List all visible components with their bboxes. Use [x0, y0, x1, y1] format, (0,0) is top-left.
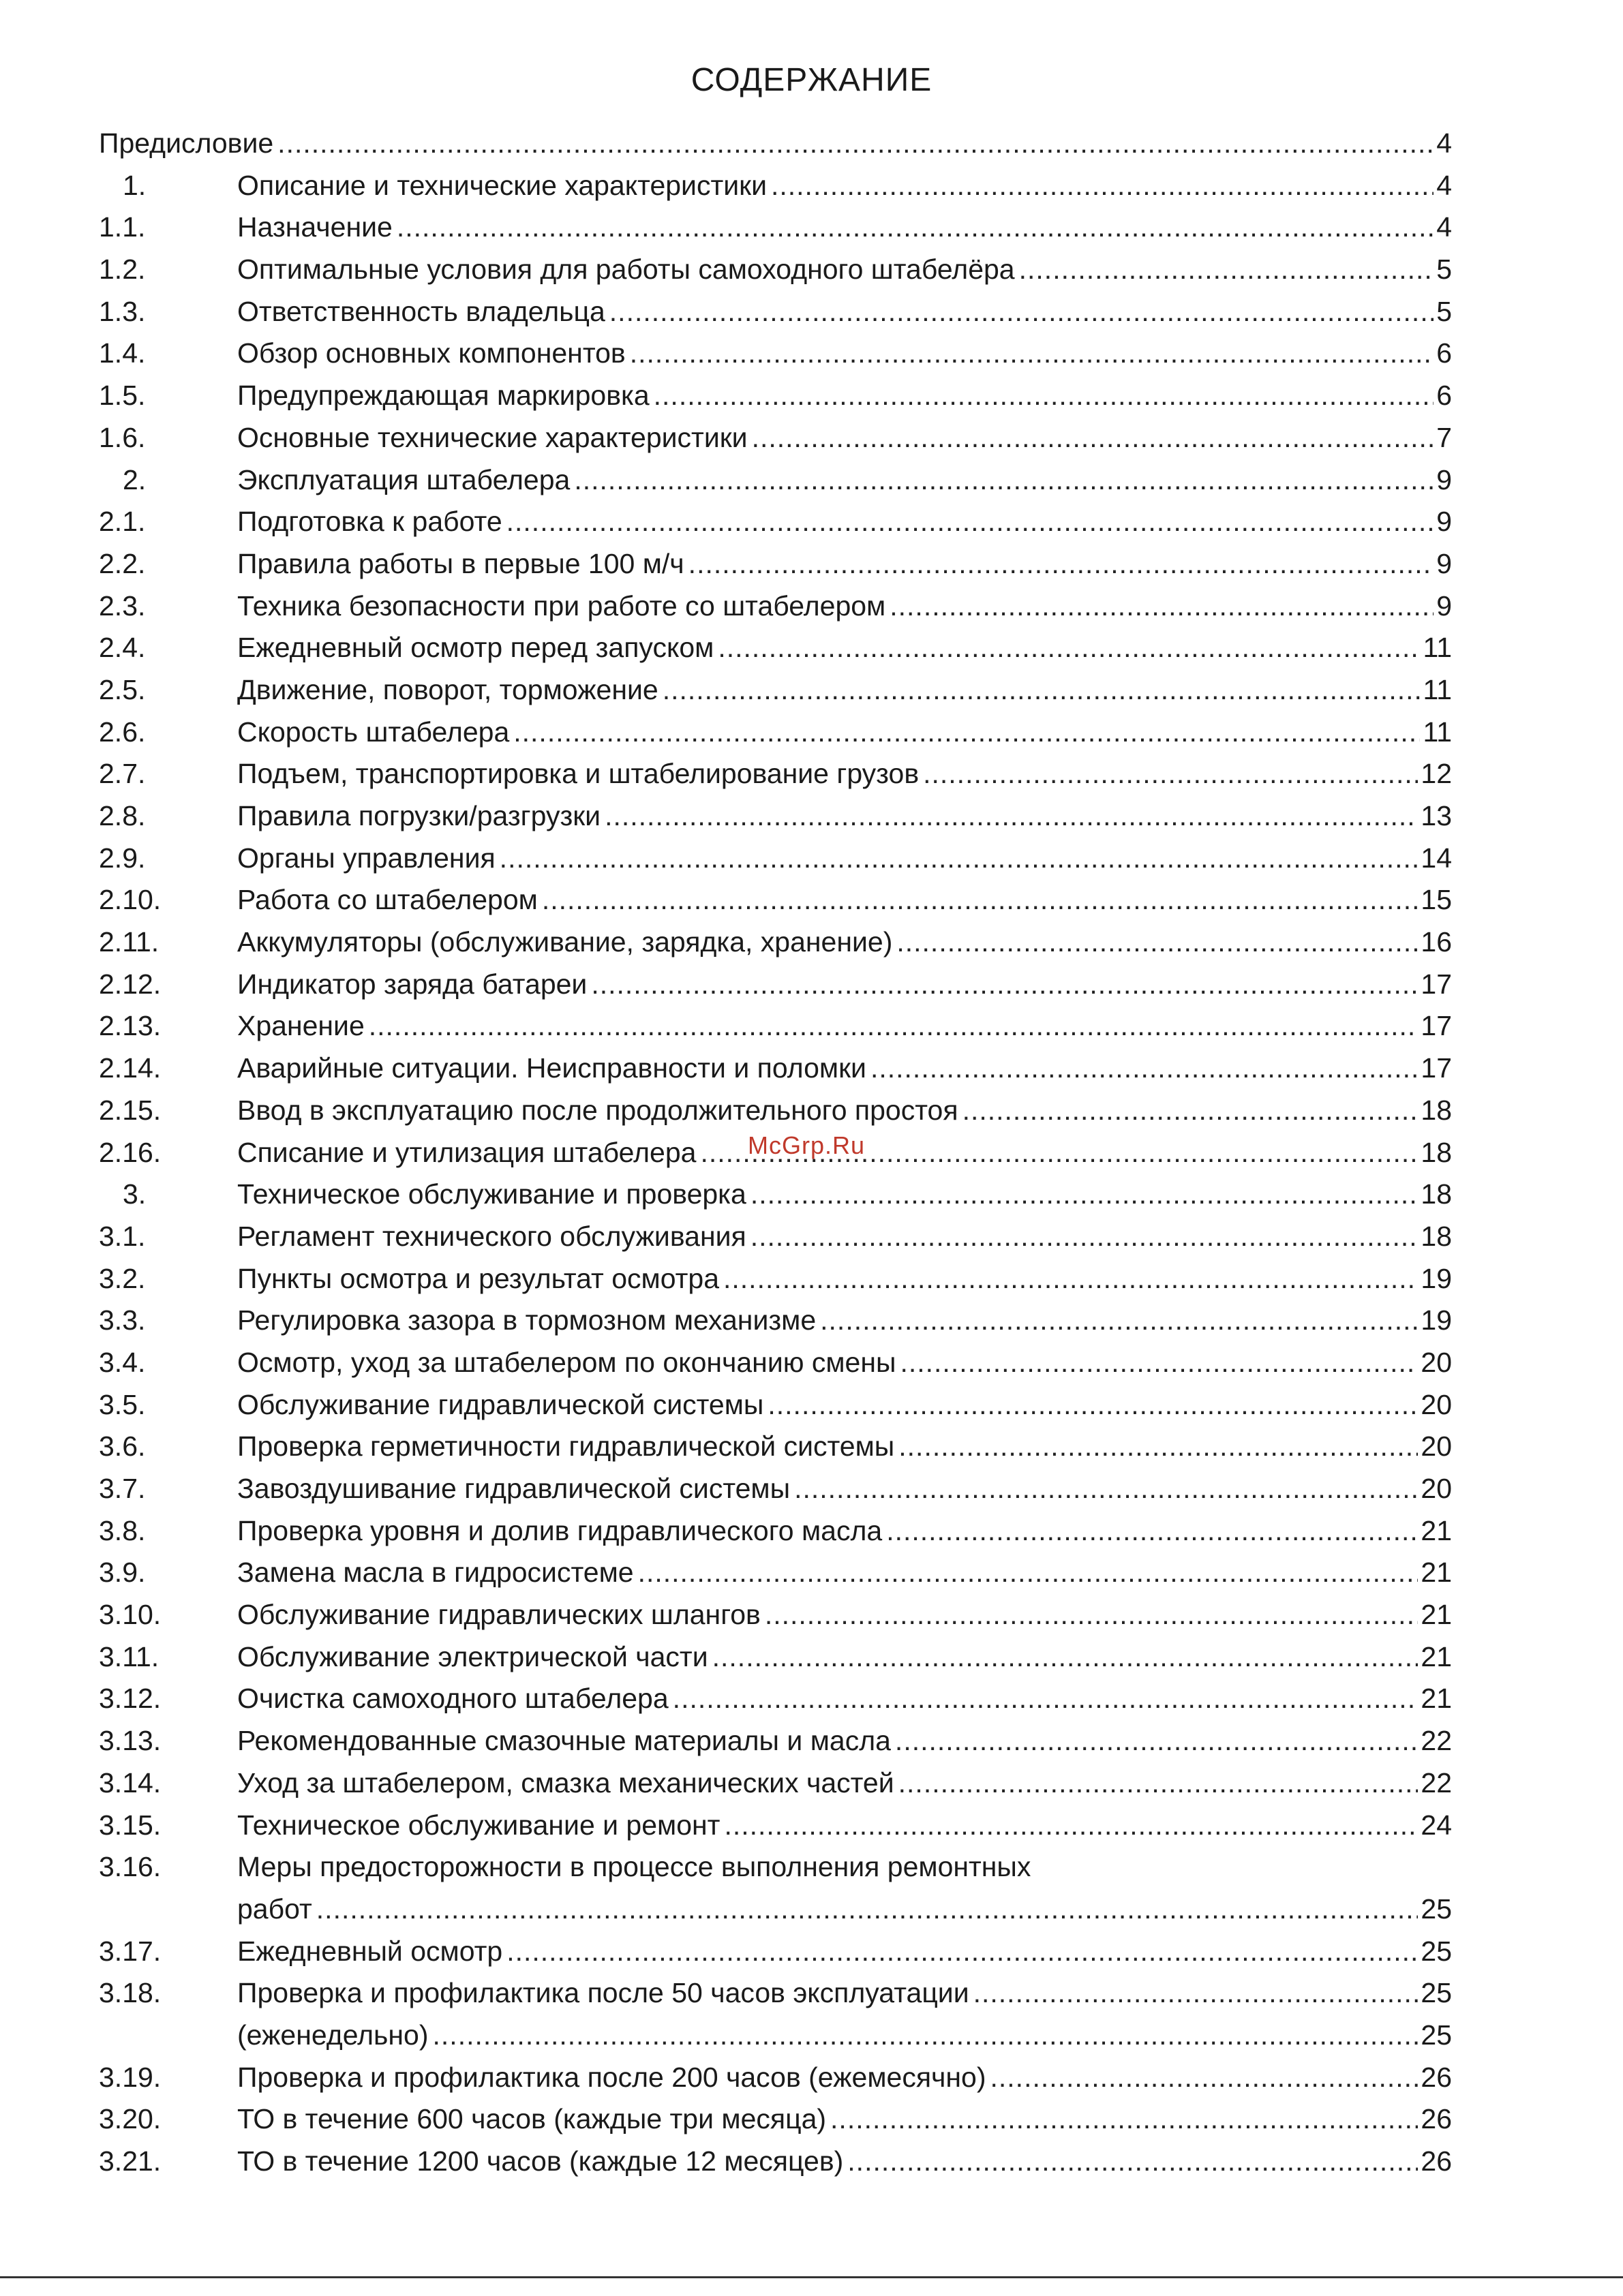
toc-entry-page: 20 — [1421, 1346, 1452, 1378]
toc-dot-leader — [506, 1931, 1418, 1973]
toc-entry[interactable] — [99, 417, 1452, 459]
toc-entry-page: 19 — [1421, 1304, 1452, 1336]
toc-entry-title: Техника безопасности при работе со штабелером — [237, 590, 886, 622]
toc-dot-leader — [900, 1342, 1418, 1384]
toc-entry[interactable] — [99, 1426, 1452, 1468]
toc-entry-page: 26 — [1421, 2103, 1452, 2135]
toc-entry[interactable] — [99, 585, 1452, 628]
toc-dot-leader — [513, 711, 1420, 754]
toc-dot-leader — [718, 627, 1420, 669]
toc-entry-page: 14 — [1421, 842, 1452, 874]
toc-entry[interactable] — [99, 1594, 1452, 1636]
toc-dot-leader — [433, 2015, 1419, 2057]
toc-entry-number: 2.4. — [99, 632, 146, 664]
toc-entry-page: 20 — [1421, 1473, 1452, 1504]
toc-entry-title: Подъем, транспортировка и штабелирование грузов — [237, 758, 920, 790]
toc-entry-title: Очистка самоходного штабелера — [237, 1683, 669, 1715]
toc-entry-page: 4 — [1436, 127, 1452, 159]
toc-entry-title: Аварийные ситуации. Неисправности и поломки — [237, 1052, 866, 1084]
toc-entry-page: 5 — [1436, 295, 1452, 327]
toc-entry[interactable] — [99, 2015, 1452, 2057]
toc-entry-number: 3.16. — [99, 1851, 162, 1883]
toc-entry[interactable] — [99, 249, 1452, 291]
toc-entry-number: 3.8. — [99, 1514, 146, 1546]
toc-entry-title: Техническое обслуживание и проверка — [237, 1178, 746, 1210]
toc-dot-leader — [723, 1258, 1418, 1300]
toc-entry[interactable] — [99, 1174, 1452, 1216]
toc-entry-page: 26 — [1421, 2061, 1452, 2093]
page-title: СОДЕРЖАНИЕ — [691, 62, 932, 98]
toc-entry-title: Аккумуляторы (обслуживание, зарядка, хранение) — [237, 926, 893, 958]
toc-entry-page: 9 — [1436, 463, 1452, 495]
toc-entry-number: 2.7. — [99, 758, 146, 790]
toc-entry-number: 2.2. — [99, 547, 146, 579]
toc-entry-title: Техническое обслуживание и ремонт — [237, 1809, 721, 1841]
toc-entry-number: 2.15. — [99, 1094, 162, 1126]
toc-entry-page: 9 — [1436, 506, 1452, 538]
toc-entry-title: Предисловие — [99, 127, 274, 159]
toc-entry[interactable] — [99, 291, 1452, 333]
toc-entry-page: 21 — [1421, 1514, 1452, 1546]
toc-entry-title: (еженедельно) — [237, 2019, 429, 2051]
toc-entry-number: 2.10. — [99, 884, 162, 916]
toc-entry-page: 11 — [1423, 632, 1452, 664]
toc-entry[interactable] — [99, 1342, 1452, 1384]
toc-entry-number: 3.12. — [99, 1683, 162, 1715]
toc-entry-number: 3.17. — [99, 1935, 162, 1967]
toc-entry[interactable] — [99, 375, 1452, 417]
toc-entry-page: 4 — [1436, 169, 1452, 201]
toc-dot-leader — [506, 501, 1434, 543]
toc-entry-title: Обслуживание электрической части — [237, 1640, 708, 1672]
toc-entry[interactable] — [99, 501, 1452, 543]
toc-entry-title: ТО в течение 600 часов (каждые три месяца) — [237, 2103, 827, 2135]
toc-dot-leader — [397, 206, 1434, 249]
toc-entry[interactable] — [99, 1090, 1452, 1132]
toc-entry-page: 12 — [1421, 758, 1452, 790]
toc-entry[interactable] — [99, 1468, 1452, 1510]
toc-dot-leader — [750, 1174, 1419, 1216]
toc-entry-number: 2.14. — [99, 1052, 162, 1084]
toc-entry-title: Работа со штабелером — [237, 884, 538, 916]
toc-entry-page: 5 — [1436, 254, 1452, 286]
toc-entry-page: 18 — [1421, 1094, 1452, 1126]
toc-entry[interactable] — [99, 333, 1452, 375]
toc-entry-number: 1.5. — [99, 380, 146, 412]
toc-entry[interactable] — [99, 1846, 1452, 1888]
toc-entry-page: 18 — [1421, 1178, 1452, 1210]
toc-entry-page: 20 — [1421, 1388, 1452, 1420]
toc-entry-page: 26 — [1421, 2145, 1452, 2177]
toc-entry-title: Проверка и профилактика после 200 часов (ежемесячно) — [237, 2061, 986, 2093]
toc-entry-page: 22 — [1421, 1766, 1452, 1798]
toc-entry-number: 2.13. — [99, 1010, 162, 1042]
toc-entry-title: Эксплуатация штабелера — [237, 463, 571, 495]
toc-entry-title: работ — [237, 1893, 312, 1925]
toc-dot-leader — [820, 1300, 1418, 1342]
toc-entry-title: Рекомендованные смазочные материалы и масла — [237, 1725, 891, 1757]
toc-dot-leader — [673, 1678, 1419, 1720]
toc-dot-leader — [500, 838, 1419, 880]
toc-dot-leader — [542, 879, 1419, 921]
toc-entry-number: 3.2. — [99, 1262, 146, 1294]
toc-entry-title: Пункты осмотра и результат осмотра — [237, 1262, 719, 1294]
toc-entry-number: 2.12. — [99, 968, 162, 1000]
bottom-divider — [0, 2276, 1623, 2278]
toc-entry-title: Проверка и профилактика после 50 часов эксплуатации — [237, 1977, 969, 2009]
toc-entry-page: 21 — [1421, 1599, 1452, 1631]
toc-entry-title: Хранение — [237, 1010, 365, 1042]
toc-entry-page: 16 — [1421, 926, 1452, 958]
toc-entry-page: 20 — [1421, 1430, 1452, 1463]
toc-dot-leader — [316, 1888, 1419, 1931]
toc-entry[interactable] — [99, 1805, 1452, 1847]
toc-dot-leader — [847, 2141, 1418, 2183]
toc-entry[interactable] — [99, 1258, 1452, 1300]
toc-entry-number: 3.1. — [99, 1220, 146, 1252]
toc-entry-title: Скорость штабелера — [237, 716, 510, 748]
toc-entry-number: 3.13. — [99, 1725, 162, 1757]
toc-entry-page: 18 — [1421, 1220, 1452, 1252]
toc-dot-leader — [591, 964, 1418, 1006]
toc-entry-title: Проверка герметичности гидравлической системы — [237, 1430, 895, 1463]
toc-entry-page: 6 — [1436, 337, 1452, 369]
toc-entry-title: Замена масла в гидросистеме — [237, 1557, 634, 1589]
toc-entry-title: Меры предосторожности в процессе выполнения ремонтных — [237, 1851, 1031, 1883]
toc-dot-leader — [654, 375, 1434, 417]
toc-entry-number: 3.4. — [99, 1346, 146, 1378]
toc-dot-leader — [923, 753, 1418, 795]
toc-entry-page: 25 — [1421, 1893, 1452, 1925]
toc-entry-title: Оптимальные условия для работы самоходного штабелёра — [237, 254, 1015, 286]
toc-entry[interactable] — [99, 2141, 1452, 2183]
toc-entry[interactable] — [99, 1720, 1452, 1762]
toc-entry[interactable] — [99, 1005, 1452, 1047]
toc-entry-title: Регулировка зазора в тормозном механизме — [237, 1304, 817, 1336]
toc-entry-number: 3.21. — [99, 2145, 162, 2177]
toc-entry-title: Обзор основных компонентов — [237, 337, 626, 369]
toc-entry-page: 9 — [1436, 547, 1452, 579]
toc-dot-leader — [895, 1720, 1418, 1762]
toc-entry-number: 1.6. — [99, 421, 146, 453]
toc-entry[interactable] — [99, 1216, 1452, 1258]
toc-entry[interactable] — [99, 1972, 1452, 2015]
toc-entry-page: 13 — [1421, 800, 1452, 831]
toc-dot-leader — [990, 2057, 1419, 2099]
toc-entry-page: 19 — [1421, 1262, 1452, 1294]
toc-entry[interactable] — [99, 206, 1452, 249]
toc-entry-title: Проверка уровня и долив гидравлического масла — [237, 1514, 883, 1546]
toc-entry-page: 17 — [1421, 968, 1452, 1000]
watermark: McGrp.Ru — [748, 1131, 866, 1159]
toc-dot-leader — [794, 1468, 1418, 1510]
toc-entry-title: Движение, поворот, торможение — [237, 673, 658, 705]
toc-dot-leader — [638, 1552, 1419, 1594]
toc-dot-leader — [712, 1636, 1419, 1679]
toc-entry-title: Осмотр, уход за штабелером по окончанию смены — [237, 1346, 896, 1378]
toc-entry-page: 4 — [1436, 211, 1452, 243]
toc-entry-page: 21 — [1421, 1557, 1452, 1589]
toc-entry-number: 3.7. — [99, 1473, 146, 1504]
toc-entry[interactable] — [99, 1300, 1452, 1342]
toc-dot-leader — [663, 669, 1421, 711]
toc-entry-page: 11 — [1423, 716, 1452, 748]
toc-dot-leader — [609, 291, 1434, 333]
toc-entry-page: 18 — [1421, 1136, 1452, 1168]
toc-dot-leader — [886, 1510, 1418, 1552]
toc-entry-page: 17 — [1421, 1010, 1452, 1042]
toc-entry-number: 1.1. — [99, 211, 146, 243]
toc-entry[interactable] — [99, 1931, 1452, 1973]
toc-entry[interactable] — [99, 2057, 1452, 2099]
toc-entry-number: 3.19. — [99, 2061, 162, 2093]
toc-entry[interactable] — [99, 1384, 1452, 1426]
toc-dot-leader — [277, 123, 1434, 165]
toc-entry-number: 3.14. — [99, 1766, 162, 1798]
toc-entry[interactable] — [99, 964, 1452, 1006]
toc-entry-number: 3.15. — [99, 1809, 162, 1841]
toc-entry[interactable] — [99, 1047, 1452, 1090]
toc-entry-number: 1. — [123, 169, 147, 201]
toc-entry-page: 25 — [1421, 1935, 1452, 1967]
toc-entry-number: 2.6. — [99, 716, 146, 748]
toc-entry-title: Правила работы в первые 100 м/ч — [237, 547, 684, 579]
toc-entry[interactable] — [99, 543, 1452, 585]
toc-entry-title: Подготовка к работе — [237, 506, 502, 538]
toc-entry-title: Завоздушивание гидравлической системы — [237, 1473, 791, 1504]
toc-entry[interactable] — [99, 1510, 1452, 1552]
toc-dot-leader — [768, 1384, 1418, 1426]
toc-entry-number: 2.16. — [99, 1136, 162, 1168]
toc-entry[interactable] — [99, 2098, 1452, 2141]
toc-entry-page: 21 — [1421, 1683, 1452, 1715]
toc-entry-page: 17 — [1421, 1052, 1452, 1084]
toc-entry-page: 15 — [1421, 884, 1452, 916]
toc-entry-title: Регламент технического обслуживания — [237, 1220, 746, 1252]
toc-entry-title: Уход за штабелером, смазка механических частей — [237, 1766, 894, 1798]
toc-dot-leader — [771, 165, 1434, 207]
toc-entry[interactable] — [99, 1678, 1452, 1720]
toc-entry[interactable] — [99, 123, 1452, 165]
toc-dot-leader — [574, 459, 1434, 502]
toc-dot-leader — [750, 1216, 1419, 1258]
toc-entry-title: Обслуживание гидравлической системы — [237, 1388, 764, 1420]
toc-dot-leader — [896, 921, 1418, 964]
toc-entry-title: Органы управления — [237, 842, 496, 874]
toc-entry-number: 3.6. — [99, 1430, 146, 1463]
toc-entry-number: 1.4. — [99, 337, 146, 369]
toc-entry-number: 2.11. — [99, 926, 160, 958]
toc-entry-title: Ежедневный осмотр — [237, 1935, 503, 1967]
toc-entry-page: 6 — [1436, 380, 1452, 412]
toc-entry-page: 7 — [1436, 421, 1452, 453]
toc-entry[interactable] — [99, 753, 1452, 795]
toc-entry[interactable] — [99, 1888, 1452, 1931]
toc-dot-leader — [688, 543, 1434, 585]
toc-entry[interactable] — [99, 1762, 1452, 1805]
toc-entry-title: Ответственность владельца — [237, 295, 605, 327]
toc-entry-number: 3.10. — [99, 1599, 162, 1631]
toc-entry[interactable] — [99, 627, 1452, 669]
toc-entry-page: 22 — [1421, 1725, 1452, 1757]
toc-entry-page: 11 — [1423, 673, 1452, 705]
toc-entry-title: ТО в течение 1200 часов (каждые 12 месяцев) — [237, 2145, 844, 2177]
toc-dot-leader — [830, 2098, 1418, 2141]
toc-entry-title: Назначение — [237, 211, 393, 243]
toc-entry-page: 24 — [1421, 1809, 1452, 1841]
toc-dot-leader — [898, 1426, 1418, 1468]
toc-entry[interactable] — [99, 669, 1452, 711]
toc-entry[interactable] — [99, 1636, 1452, 1679]
toc-dot-leader — [724, 1805, 1418, 1847]
toc-entry[interactable] — [99, 1552, 1452, 1594]
toc-entry-number: 3.9. — [99, 1557, 146, 1589]
toc-entry-number: 2.8. — [99, 800, 146, 831]
toc-dot-leader — [973, 1972, 1419, 2015]
toc-entry[interactable] — [99, 921, 1452, 964]
toc-entry-number: 2.5. — [99, 673, 146, 705]
toc-entry-number: 2.1. — [99, 506, 146, 538]
toc-entry-title: Предупреждающая маркировка — [237, 380, 650, 412]
toc-entry-title: Обслуживание гидравлических шлангов — [237, 1599, 761, 1631]
toc-dot-leader — [962, 1090, 1419, 1132]
toc-entry-title: Основные технические характеристики — [237, 421, 748, 453]
toc-entry[interactable] — [99, 795, 1452, 838]
toc-entry-title: Описание и технические характеристики — [237, 169, 767, 201]
toc-entry-number: 3. — [123, 1178, 147, 1210]
toc-entry-title: Правила погрузки/разгрузки — [237, 800, 601, 831]
toc-entry-number: 1.3. — [99, 295, 146, 327]
toc-entry-number: 2.3. — [99, 590, 146, 622]
toc-entry[interactable] — [99, 879, 1452, 921]
toc-entry-number: 3.11. — [99, 1640, 160, 1672]
toc-dot-leader — [369, 1005, 1419, 1047]
toc-dot-leader — [605, 795, 1418, 838]
toc-entry-page: 25 — [1421, 1977, 1452, 2009]
toc-entry-page: 25 — [1421, 2019, 1452, 2051]
toc-entry-number: 3.20. — [99, 2103, 162, 2135]
toc-entry-number: 3.3. — [99, 1304, 146, 1336]
toc-entry-number: 1.2. — [99, 254, 146, 286]
toc-entry-title: Списание и утилизация штабелера — [237, 1136, 697, 1168]
toc-entry-title: Ввод в эксплуатацию после продолжительного простоя — [237, 1094, 958, 1126]
toc-entry[interactable] — [99, 165, 1452, 207]
toc-dot-leader — [752, 417, 1434, 459]
toc-entry-number: 3.18. — [99, 1977, 162, 2009]
toc-entry[interactable] — [99, 711, 1452, 754]
toc-entry-number: 3.5. — [99, 1388, 146, 1420]
toc-entry[interactable] — [99, 838, 1452, 880]
toc-entry-page: 21 — [1421, 1640, 1452, 1672]
toc-dot-leader — [1019, 249, 1434, 291]
toc-dot-leader — [898, 1762, 1419, 1805]
toc-dot-leader — [765, 1594, 1419, 1636]
toc-entry-title: Ежедневный осмотр перед запуском — [237, 632, 714, 664]
toc-entry-title: Индикатор заряда батареи — [237, 968, 588, 1000]
toc-dot-leader — [630, 333, 1434, 375]
toc-entry[interactable] — [99, 459, 1452, 502]
toc-dot-leader — [890, 585, 1434, 628]
toc-entry-number: 2.9. — [99, 842, 146, 874]
toc-entry-number: 2. — [123, 463, 147, 495]
toc-entry-page: 9 — [1436, 590, 1452, 622]
toc-dot-leader — [870, 1047, 1418, 1090]
